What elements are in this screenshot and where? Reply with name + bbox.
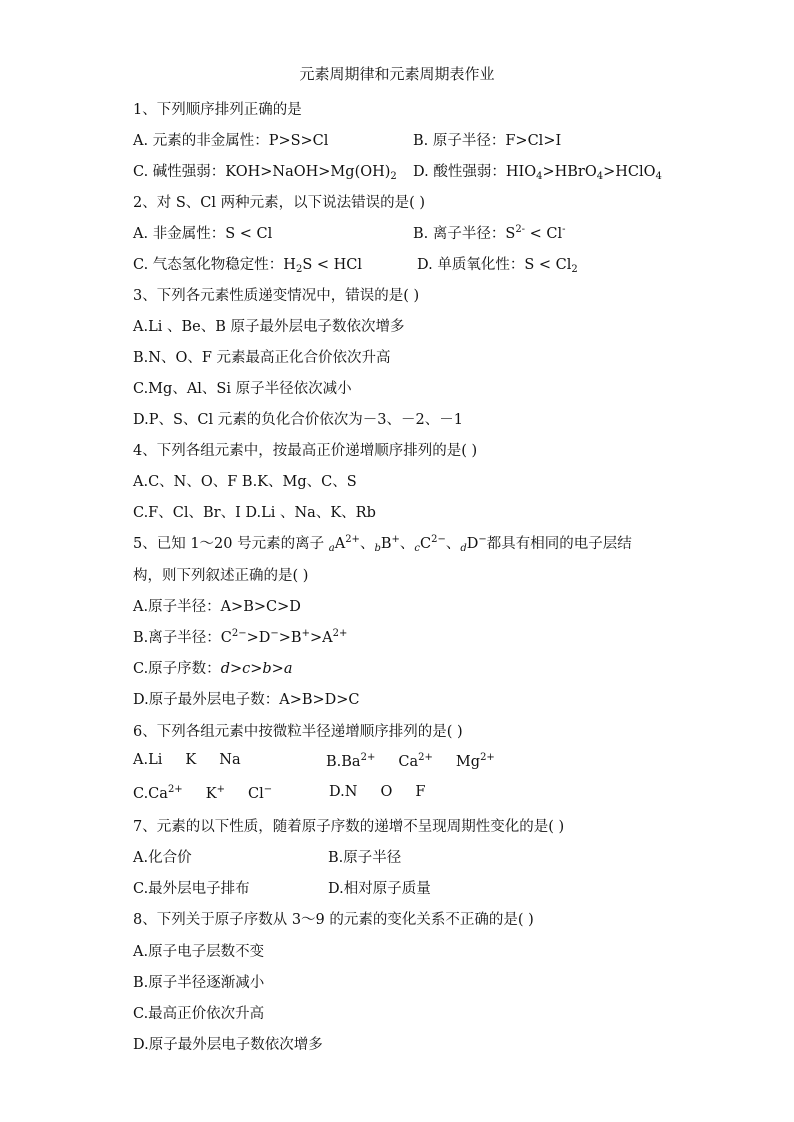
q5-option-d: D.原子最外层电子数：A>B>D>C xyxy=(133,692,360,708)
q7-option-d: D.相对原子质量 xyxy=(328,881,431,897)
q6-option-d: D.N O F xyxy=(329,784,426,800)
q1-option-d: D. 酸性强弱：$HIO_4>HBrO_4>HClO_4$ xyxy=(413,164,662,182)
q4-options-ab: A.C、N、O、F B.K、Mg、C、S xyxy=(133,474,357,490)
q6-option-c: $C.Ca^{2+}$ K+ Cl− xyxy=(133,784,273,802)
q5-option-b: B.离子半径：$C^{2-}>D^->B^+>A^{2+}$ xyxy=(133,628,348,646)
q7-option-a: A.化合价 xyxy=(133,850,192,866)
q2-option-b: B. 离子半径：$S^{2-} < Cl^-$ xyxy=(413,224,566,242)
q5-option-a: A.原子半径：A>B>C>D xyxy=(133,599,301,615)
page-title: 元素周期律和元素周期表作业 xyxy=(299,65,495,83)
q2-option-c: C. 气态氢化物稳定性：$H_2S$ < HCl xyxy=(133,257,363,275)
q5-option-c: C.原子序数：d>c>b>a xyxy=(133,661,293,677)
q8-option-d: D.原子最外层电子数依次增多 xyxy=(133,1037,323,1053)
q8-stem: 8、下列关于原子序数从 3～9 的元素的变化关系不正确的是( ) xyxy=(133,912,534,928)
q2-stem: 2、对 S、Cl 两种元素，以下说法错误的是( ) xyxy=(133,195,426,211)
q4-options-cd: C.F、Cl、Br、I D.Li 、Na、K、Rb xyxy=(133,505,376,521)
q7-option-b: B.原子半径 xyxy=(328,850,402,866)
q7-stem: 7、元素的以下性质，随着原子序数的递增不呈现周期性变化的是( ) xyxy=(133,819,565,835)
q1-option-c: C. 碱性强弱：$KOH>NaOH>Mg(OH)_2$ xyxy=(133,164,397,182)
q1-option-b: B. 原子半径：F>Cl>I xyxy=(413,133,562,149)
q3-option-d: D.P、S、Cl 元素的负化合价依次为－3、－2、－1 xyxy=(133,412,463,428)
q8-option-c: C.最高正价依次升高 xyxy=(133,1006,265,1022)
q8-option-a: A.原子电子层数不变 xyxy=(133,944,265,960)
q3-stem: 3、下列各元素性质递变情况中，错误的是( ) xyxy=(133,288,420,304)
q2-option-a: A. 非金属性：S < Cl xyxy=(133,226,273,242)
q1-stem: 1、下列顺序排列正确的是 xyxy=(133,102,302,118)
q3-option-c: C.Mg、Al、Si 原子半径依次减小 xyxy=(133,381,352,397)
q6-option-b: $B.Ba^{2+}$ $Ca^{2+}$ $Mg^{2+}$ xyxy=(326,752,495,770)
q8-option-b: B.原子半径逐渐减小 xyxy=(133,975,265,991)
q7-option-c: C.最外层电子排布 xyxy=(133,881,250,897)
q4-stem: 4、下列各组元素中，按最高正价递增顺序排列的是( ) xyxy=(133,443,478,459)
q5-stem-continued: 构，则下列叙述正确的是( ) xyxy=(133,568,309,584)
q1-option-a: A. 元素的非金属性：P>S>Cl xyxy=(133,133,329,149)
q6-stem: 6、下列各组元素中按微粒半径递增顺序排列的是( ) xyxy=(133,724,463,740)
q3-option-a: A.Li 、Be、B 原子最外层电子数依次增多 xyxy=(133,319,405,335)
q2-option-d: D. 单质氧化性：$S < Cl_2$ xyxy=(417,257,578,275)
q6-option-a: A.Li K Na xyxy=(133,752,241,768)
q5-stem: 5、已知 1～20 号元素的离子 $_aA^{2+}$、$_b$B+、$_cC^{2-}$、$_d$D−都具有相同的电子层结 xyxy=(133,534,632,554)
q3-option-b: B.N、O、F 元素最高正化合价依次升高 xyxy=(133,350,391,366)
